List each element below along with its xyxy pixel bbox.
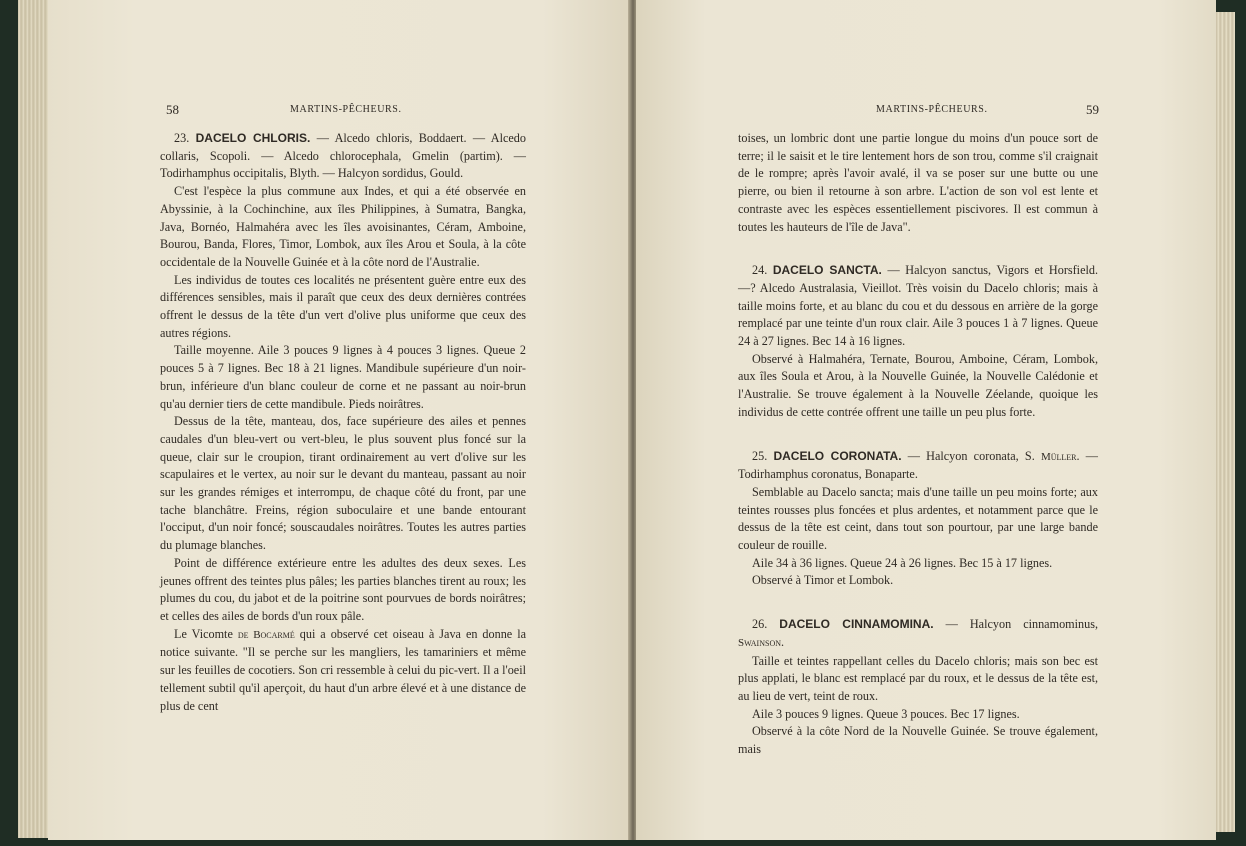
paragraph [738, 130, 1098, 236]
author-name: Swainson [738, 636, 782, 649]
left-page-text [160, 130, 526, 715]
right-page [636, 0, 1216, 840]
author-name: de Bocarmé [237, 628, 295, 641]
left-page [48, 0, 630, 840]
paragraph-text: — Alcedo chloris, Boddaert. — Alcedo collaris, Scopoli. — Alcedo chlorocephala, Gmelin (partim). — Todirhamphus occipitalis, Blyth. — Halcyon sordidus, Gould. [160, 131, 526, 181]
right-page-text [738, 130, 1098, 759]
paragraph [738, 262, 1098, 351]
species-number: 26. [752, 617, 780, 632]
paragraph [160, 342, 526, 413]
paragraph [738, 616, 1098, 652]
page-number: 59 [1086, 102, 1099, 117]
paragraph [160, 555, 526, 626]
species-number: 23. [174, 131, 196, 145]
paragraph-text: Observé à Timor et Lombok. [752, 573, 894, 588]
paragraph-text: Aile 3 pouces 9 lignes. Queue 3 pouces. Bec 17 lignes. [752, 706, 1020, 721]
paragraph-text: Taille moyenne. Aile 3 pouces 9 lignes à 4 pouces 3 lignes. Queue 2 pouces 5 à 7 lignes. Bec 18 à 21 lignes. Mandibule supérieure d'un noir-brun, inférieure d'un blanc couleur de corne et ne passant au noir-brun qu'au dernier tiers de cette mandibule. Pieds noirâtres. [160, 343, 526, 411]
paragraph [738, 723, 1098, 758]
paragraph-text: — Halcyon sanctus, Vigors et Horsfield. —? Alcedo Australasia, Vieillot. Très voisin du Dacelo chloris; mais à taille moins forte, et au blanc du cou et du dessous en arrière de la gorge remplacé par une teinte d'un roux clair. Aile 3 pouces 1 à 7 lignes. Queue 24 à 27 lignes. Bec 14 à 16 lignes. [738, 263, 1099, 349]
author-name: Müller [1040, 450, 1077, 463]
paragraph-text: Les individus de toutes ces localités ne présentent guère entre eux des différences sensibles, mais il paraît que ceux des deux dernières contrées offrent le dessus de la tête d'un vert d'olive plus uniforme que ceux des autres régions. [160, 272, 526, 340]
paragraph-text: Semblable au Dacelo sancta; mais d'une taille un peu moins forte; aux teintes rousses plus foncées et plus ardentes, et notamment parce que le dessus de la tête est ceint, dans tout son pourtour, par une large bande couleur de rouille. [738, 484, 1098, 553]
species-heading: DACELO CHLORIS. [195, 131, 311, 145]
running-head: MARTINS-PÊCHEURS. [290, 104, 402, 115]
species-number: 24. [752, 263, 773, 278]
paragraph-text: Aile 34 à 36 lignes. Queue 24 à 26 lignes. Bec 15 à 17 lignes. [752, 555, 1053, 570]
paragraph [738, 572, 1098, 590]
species-heading: DACELO CINNAMOMINA. [779, 617, 934, 632]
paragraph-text: — Halcyon coronata, S. [901, 448, 1041, 463]
page-edges-left [18, 0, 51, 838]
paragraph-text: qui a observé cet oiseau à Java en donne la notice suivante. "Il se perche sur les mangliers, les tamariniers et même sur les feuilles de cocotiers. Son cri ressemble à celui du pic-vert. Il a l'oeil tellement subtil qu'il aperçoit, du haut d'un arbre élevé et à une distance de plus de cent [160, 626, 526, 713]
paragraph-text: Point de différence extérieure entre les adultes des deux sexes. Les jeunes offrent des teintes plus pâles; les parties blanches tirent au roux; les plumes du cou, du jabot et de la poitrine sont pourvues de bords noirâtres; et celles des ailes de bords d'un roux pâle. [160, 555, 526, 623]
paragraph-text: Le Vicomte [174, 626, 238, 641]
paragraph-text: toises, un lombric dont une partie longue du moins d'un pouce sort de terre; il le saisit et le tire lentement hors de son trou, comme s'il craignait de le rompre; après l'avoir avalé, il va se poser sur une butte ou une pierre, ou bien il retourne à son arbre. L'action de son vol est lente et contraste avec les espèces essentiellement piscivores. Il est commun à toutes les hauteurs de l'île de Java". [738, 131, 1098, 234]
species-heading: DACELO CORONATA. [773, 448, 902, 463]
paragraph [160, 183, 526, 272]
species-heading: DACELO SANCTA. [772, 263, 882, 278]
paragraph-text: . — Todirhamphus coronatus, Bonaparte. [738, 448, 1098, 482]
page-number: 58 [166, 102, 179, 117]
running-head: MARTINS-PÊCHEURS. [876, 104, 988, 115]
species-number: 25. [752, 448, 774, 463]
paragraph [738, 484, 1098, 555]
paragraph-text: Dessus de la tête, manteau, dos, face supérieure des ailes et pennes caudales d'un bleu-vert ou vert-bleu, le plus souvent plus foncé sur la queue, clair sur le croupion, tirant ordinairement au vert d'olive sur les scapulaires et le vertex, au noir sur le devant du manteau, passant au noir sur les grandes rémiges et interrompu, de chaque côté du front, par une tache blanchâtre. Freins, région suboculaire et une bande entourant l'occiput, d'un noir foncé; souscaudales noirâtres. Toutes les autres parties du plumage blanches. [160, 414, 526, 553]
paragraph [160, 272, 526, 343]
paragraph [738, 653, 1098, 706]
paragraph-text: Observé à la côte Nord de la Nouvelle Guinée. Se trouve également, mais [738, 724, 1098, 757]
paragraph-text: C'est l'espèce la plus commune aux Indes, et qui a été observée en Abyssinie, à la Cochinchine, aux îles Philippines, à Sumatra, Bangka, Java, Bornéo, Halmahéra avec les îles avoisinantes, Céram, Amboine, Bourou, Banda, Flores, Timor, Lombok, aux îles Arou et Soula, à la côte occidentale de la Nouvelle Guinée et à la côte nord de l'Australie. [160, 184, 526, 269]
paragraph-text: . [781, 634, 785, 649]
paragraph-text: Observé à Halmahéra, Ternate, Bourou, Amboine, Céram, Lombok, aux îles Soula et Arou, à la Nouvelle Guinée, la Nouvelle Calédonie et l'Australie. Se trouve également à la Nouvelle Zéelande, quoique les individus de cette contrée offrent une taille un peu plus forte. [738, 351, 1098, 419]
paragraph-text: Taille et teintes rappellant celles du Dacelo chloris; mais son bec est plus applati, le blanc est remplacé par du roux, et le dessus de la tête est, au lieu de vert, teint de roux. [738, 653, 1098, 703]
paragraph [160, 413, 526, 555]
paragraph-text: — Halcyon cinnamominus, [933, 617, 1099, 632]
paragraph [738, 351, 1098, 422]
paragraph [160, 626, 526, 716]
paragraph [738, 448, 1098, 484]
paragraph [738, 706, 1098, 724]
paragraph [160, 130, 526, 183]
paragraph [738, 555, 1098, 573]
